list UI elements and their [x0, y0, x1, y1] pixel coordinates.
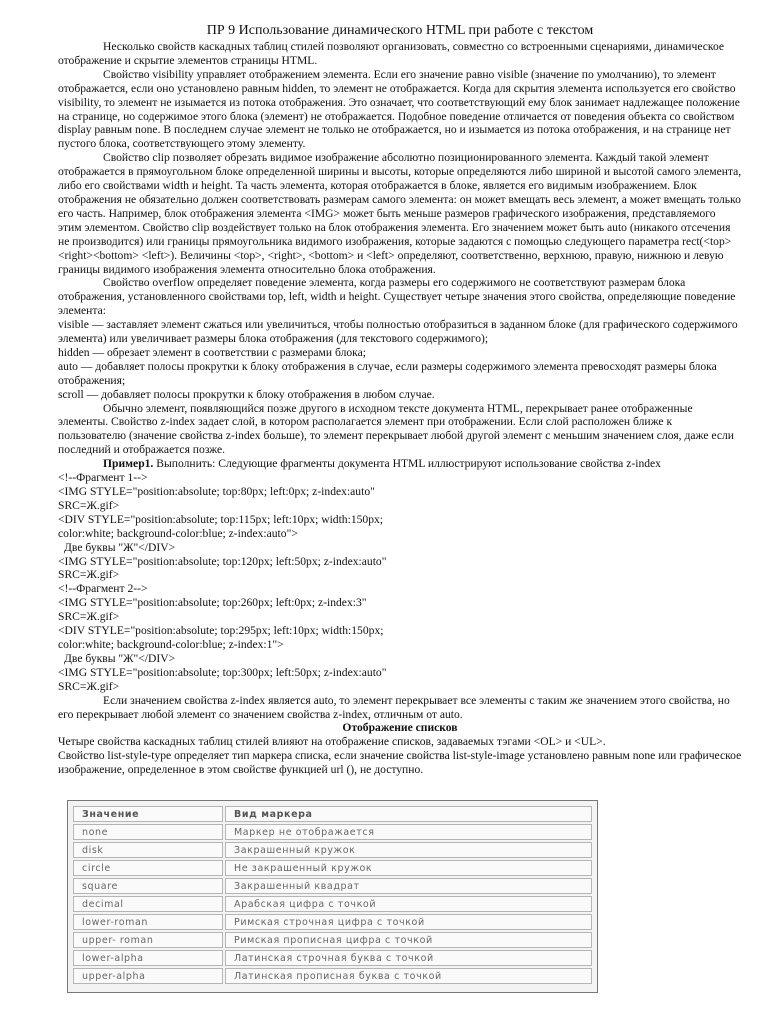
table-cell-value: lower-alpha — [73, 950, 223, 966]
table-row — [73, 950, 592, 966]
overflow-auto-item: auto — добавляет полосы прокрутки к блоку отображения в случае, если размеры содержимого элемента превосходят размеры блока отображения; — [58, 359, 717, 387]
page-title: ПР 9 Использование динамического HTML при работе с текстом — [206, 23, 594, 38]
table-cell-value: none — [73, 824, 223, 840]
document-page — [58, 22, 742, 777]
table-row — [73, 968, 592, 984]
code-line: <IMG STYLE="position:absolute; top:120px; left:50px; z-index:auto" — [58, 554, 387, 568]
paragraph-visibility: Свойство visibility управляет отображением элемента. Если его значение равно visible (значение по умолчанию), то элемент отображается, если оно установлено равным hidden, то элемент не отображается. Когда для скрытия элемента используется его свойство visibility, то элемент не изымается из потока отображения. Это означает, что соответствующий ему блок занимает надлежащее положение на странице, но содержимое этого блока (элемент) не отображается. Подобное поведение отличается от поведения объекта со свойством display равным none. В последнем случае элемент не только не отображается, но и изымается из потока отображения, и на странице нет пустого блока, соответствующего этому элементу. — [58, 67, 740, 151]
table-header-row — [73, 806, 592, 822]
code-line: Две буквы "Ж"</DIV> — [64, 651, 176, 665]
table-row — [73, 878, 592, 894]
column-header-value: Значение — [73, 806, 223, 822]
code-line: color:white; background-color:blue; z-index:1"> — [58, 637, 284, 651]
table-cell-marker: Закрашенный кружок — [225, 842, 592, 858]
paragraph-clip: Свойство clip позволяет обрезать видимое изображение абсолютно позиционированного элемента. Каждый такой элемент отображается в прямоугольном блоке определенной ширины и высоты, которые определяются либо шириной и высотой самого элемента, либо его свойствами width и height. Та часть элемента, которая отображается в блоке, является его видимым изображением. Блок отображения не обязательно должен соответствовать размерам самого элемента: он может вмещать весь элемент, а может вмещать только его часть. Например, блок отображения элемента <IMG> может быть меньше размеров графического изображения, представляемого этим элементом. Свойство clip воздействует только на блок отображения элемента. Его значением может быть auto (никакого отсечения не производится) или границы прямоугольника видимого изображения, которые задаются с помощью следующего параметра rect(<top> <right><bottom> <left>). Величины <top>, <right>, <bottom> и <left> определяют, соответственно, верхнюю, правую, нижнюю и левую границы видимого изображения элемента относительно блока отображения. — [58, 151, 742, 276]
table-cell-marker: Латинская строчная буква с точкой — [225, 950, 592, 966]
table-cell-value: disk — [73, 842, 223, 858]
table-cell-marker: Римская строчная цифра с точкой — [225, 914, 592, 930]
section-heading: Отображение списков — [342, 721, 458, 735]
paragraph-intro: Несколько свойств каскадных таблиц стилей позволяют организовать, совместно со встроенными сценариями, динамическое отображение и скрытие элементов страницы HTML. — [58, 40, 725, 67]
code-line: Две буквы "Ж"</DIV> — [64, 540, 176, 554]
code-listing — [58, 471, 742, 694]
table-row — [73, 860, 592, 876]
paragraph-z-index-auto: Если значением свойства z-index является auto, то элемент перекрывает все элементы с таким же значением этого свойства, но его перекрывает любой элемент со значением свойства z-index, отличным от auto. — [58, 693, 730, 721]
code-line: <!--Фрагмент 2--> — [58, 582, 148, 596]
table-cell-value: decimal — [73, 896, 223, 912]
table-row — [73, 824, 592, 840]
example-paragraph — [58, 457, 742, 471]
table-cell-marker: Арабская цифра с точкой — [225, 896, 592, 912]
overflow-hidden-item: hidden — обрезает элемент в соответствии с размерами блока; — [58, 345, 366, 359]
code-line: color:white; background-color:blue; z-index:auto"> — [58, 526, 298, 540]
marker-table-image — [67, 800, 598, 993]
code-line: <DIV STYLE="position:absolute; top:295px; left:10px; width:150px; — [58, 624, 384, 638]
code-line: SRC=Ж.gif> — [58, 568, 120, 582]
table-cell-marker: Латинская прописная буква с точкой — [225, 968, 592, 984]
column-header-marker: Вид маркера — [225, 806, 592, 822]
table-cell-value: upper- roman — [73, 932, 223, 948]
table-cell-value: circle — [73, 860, 223, 876]
table-cell-marker: Не закрашенный кружок — [225, 860, 592, 876]
table-cell-value: lower-roman — [73, 914, 223, 930]
code-line: <IMG STYLE="position:absolute; top:80px; left:0px; z-index:auto" — [58, 485, 375, 498]
code-line: SRC=Ж.gif> — [58, 498, 120, 512]
code-line: <IMG STYLE="position:absolute; top:300px; left:50px; z-index:auto" — [58, 665, 387, 679]
code-line: <IMG STYLE="position:absolute; top:260px; left:0px; z-index:3" — [58, 596, 367, 610]
table-row — [73, 842, 592, 858]
example-text: Выполнить: Следующие фрагменты документа HTML иллюстрируют использование свойства z-index — [153, 457, 661, 471]
paragraph-lists-intro: Четыре свойства каскадных таблиц стилей влияют на отображение списков, задаваемых тэгами <OL> и <UL>. — [58, 735, 606, 749]
table-cell-marker: Закрашенный квадрат — [225, 878, 592, 894]
paragraph-z-index: Обычно элемент, появляющийся позже другого в исходном тексте документа HTML, перекрывает ранее отображенные элементы. Свойство z-index задает слой, в котором располагается элемент при отображении. Если слой расположен ближе к пользователю (значение свойства z-index больше), то элемент перекрывает любой другой элемент с меньшим значением слоя, даже если последний и отображается позже. — [58, 401, 734, 457]
code-line: <DIV STYLE="position:absolute; top:115px; left:10px; width:150px; — [58, 512, 384, 526]
overflow-scroll-item: scroll — добавляет полосы прокрутки к блоку отображения в любом случае. — [58, 387, 435, 401]
code-line: SRC=Ж.gif> — [58, 610, 120, 624]
table-row — [73, 932, 592, 948]
table-cell-value: upper-alpha — [73, 968, 223, 984]
paragraph-overflow: Свойство overflow определяет поведение элемента, когда размеры его содержимого не соответствуют размерам блока отображения, установленного свойствами top, left, width и height. Существует четыре значения этого свойства, определяющие поведение элемента: — [58, 276, 736, 318]
table-cell-marker: Маркер не отображается — [225, 824, 592, 840]
table-row — [73, 914, 592, 930]
code-line: <!--Фрагмент 1--> — [58, 471, 148, 485]
marker-table — [71, 804, 594, 986]
paragraph-list-style-type: Свойство list-style-type определяет тип маркера списка, если значение свойства list-style-image установлено равным none или графическое изображение, определенное в этом свойстве функцией url (), не доступно. — [58, 749, 742, 777]
table-row — [73, 896, 592, 912]
table-cell-marker: Римская прописная цифра с точкой — [225, 932, 592, 948]
code-line: SRC=Ж.gif> — [58, 679, 120, 693]
example-lead: Пример1. — [103, 457, 154, 471]
table-cell-value: square — [73, 878, 223, 894]
overflow-visible-item: visible — заставляет элемент сжаться или увеличиться, чтобы полностью отобразиться в заданном блоке (для графического содержимого элемента) или увеличивает размеры блока отображения (для текстового содержимого); — [58, 318, 738, 346]
